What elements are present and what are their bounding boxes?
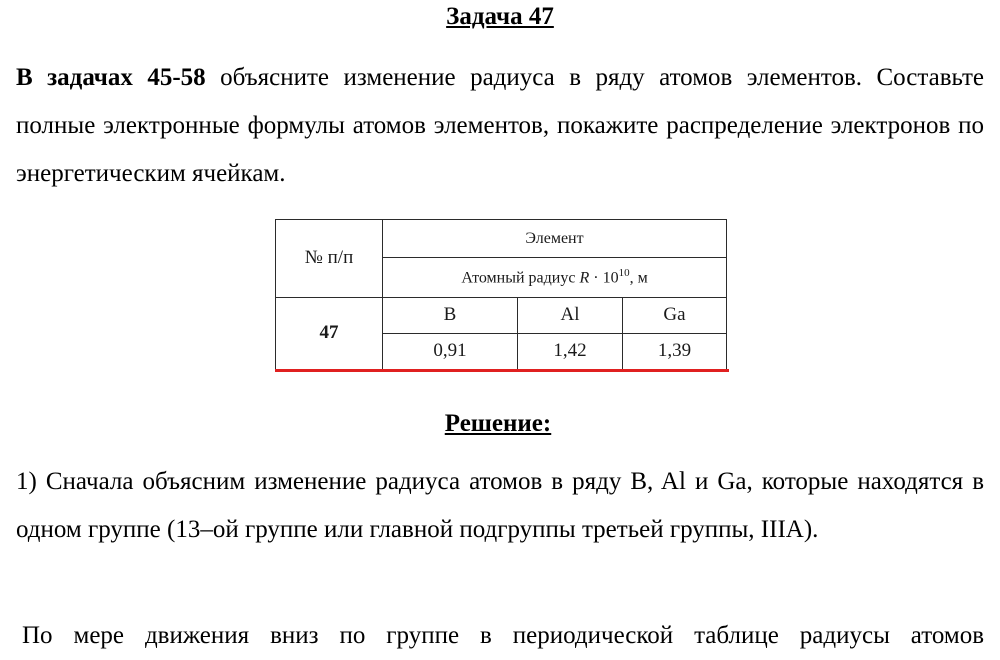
solution-paragraph-2: По мере движения вниз по группе в периодической таблице радиусы атомов bbox=[22, 622, 984, 649]
task-title: Задача 47 bbox=[446, 3, 554, 30]
data-table bbox=[275, 219, 727, 370]
element-header: Элемент bbox=[383, 220, 727, 258]
row-number: 47 bbox=[276, 297, 383, 370]
radius-header-prefix: Атомный радиус bbox=[461, 269, 580, 287]
radius-cell: 1,42 bbox=[518, 333, 623, 369]
radius-header-unit: , м bbox=[629, 269, 648, 287]
radius-header bbox=[383, 258, 727, 297]
col-number-header: № п/п bbox=[276, 220, 383, 298]
intro-text: объясните изменение радиуса в ряду атомов элементов. Составьте полные электронные формулы атомов элементов, покажите распределение электронов по энергетическим ячейкам. bbox=[16, 64, 984, 187]
radius-cell: 0,91 bbox=[383, 333, 518, 369]
table-underline bbox=[275, 369, 729, 372]
radius-header-mult: · 10 bbox=[589, 269, 619, 287]
solution-title: Решение: bbox=[444, 410, 552, 437]
element-cell: Ga bbox=[623, 297, 727, 333]
intro-paragraph bbox=[16, 54, 984, 198]
element-cell: B bbox=[383, 297, 518, 333]
radius-header-exp: 10 bbox=[618, 267, 630, 280]
intro-bold: В задачах 45-58 bbox=[16, 64, 206, 91]
data-table-wrapper bbox=[275, 219, 729, 373]
solution-paragraph-1: 1) Сначала объясним изменение радиуса атомов в ряду B, Al и Ga, которые находятся в одном группе (13–ой группе или главной подгруппы третьей группы, IIIA). bbox=[16, 468, 984, 543]
radius-cell: 1,39 bbox=[623, 333, 727, 369]
element-cell: Al bbox=[518, 297, 623, 333]
radius-header-symbol: R bbox=[579, 269, 590, 287]
